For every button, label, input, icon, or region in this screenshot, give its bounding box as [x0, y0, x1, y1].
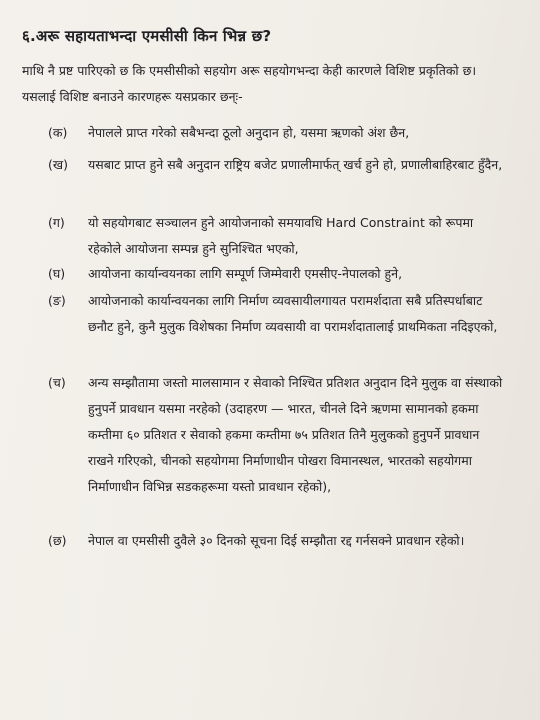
list-item-text: नेपाल वा एमसीसी दुवैले ३० दिनको सूचना दिई सम्झौता रद्द गर्नसक्ने प्रावधान रहेको। [88, 533, 465, 548]
list-item-text: आयोजनाको कार्यान्वयनका लागि निर्माण व्यवसायीलगायत परामर्शदाता सबै प्रतिस्पर्धाबाट छनौट हुने, कुनै मुलुक विशेषका निर्माण व्यवसायी वा परामर्शदातालाई प्राथमिकता नदिइएको, [88, 293, 498, 334]
list-item-text: अन्य सम्झौतामा जस्तो मालसामान र सेवाको निश्चित प्रतिशत अनुदान दिने मुलुक वा संस्थाको हुनुपर्ने प्रावधान यसमा नरहेको (उदाहरण — भारत, चीनले दिने ऋणमा सामानको हकमा कम्तीमा ६० प्रतिशत र सेवाको हकमा कम्तीमा ७५ प्रतिशत तिनै मुलुकको हुनुपर्ने प्रावधान राखने गरिएको, चीनको सहयोगमा निर्माणाधीन पोखरा विमानस्थल, भारतको सहयोगमा निर्माणाधीन विभिन्न सडकहरूमा यस्तो प्रावधान रहेको), [88, 375, 503, 494]
list-item-marker: (च) [48, 375, 66, 390]
list-item-text: नेपालले प्राप्त गरेको सबैभन्दा ठूलो अनुदान हो, यसमा ऋणको अंश छैन, [88, 125, 410, 140]
list-item-marker: (छ) [48, 533, 67, 548]
list-item-marker: (ङ) [48, 293, 66, 308]
list-item-text: आयोजना कार्यान्वयनका लागि सम्पूर्ण जिम्मेवारी एमसीए-नेपालको हुने, [88, 266, 403, 281]
list-item-marker: (क) [48, 125, 68, 140]
list-item-marker: (ग) [48, 215, 65, 230]
intro-paragraph: माथि नै प्रष्ट पारिएको छ कि एमसीसीको सहयोग अरू सहयोगभन्दा केही कारणले विशिष्ट प्रकृतिको छ। यसलाई विशिष्ट बनाउने कारणहरू यसप्रकार छन्ः- [22, 63, 477, 104]
list-item-marker: (ख) [48, 157, 68, 172]
section-heading: ६.अरू सहायताभन्दा एमसीसी किन भिन्न छ? [22, 27, 272, 45]
list-item-text: यसबाट प्राप्त हुने सबै अनुदान राष्ट्रिय बजेट प्रणालीमार्फत् खर्च हुने हो, प्रणालीबाहिरबाट हुँदैन, [88, 157, 503, 172]
list-item-text: यो सहयोगबाट सञ्चालन हुने आयोजनाको समयावधि Hard Constraint को रूपमा रहेकोले आयोजना सम्पन्न हुने सुनिश्चित भएको, [88, 215, 474, 256]
list-item-marker: (घ) [48, 266, 66, 281]
